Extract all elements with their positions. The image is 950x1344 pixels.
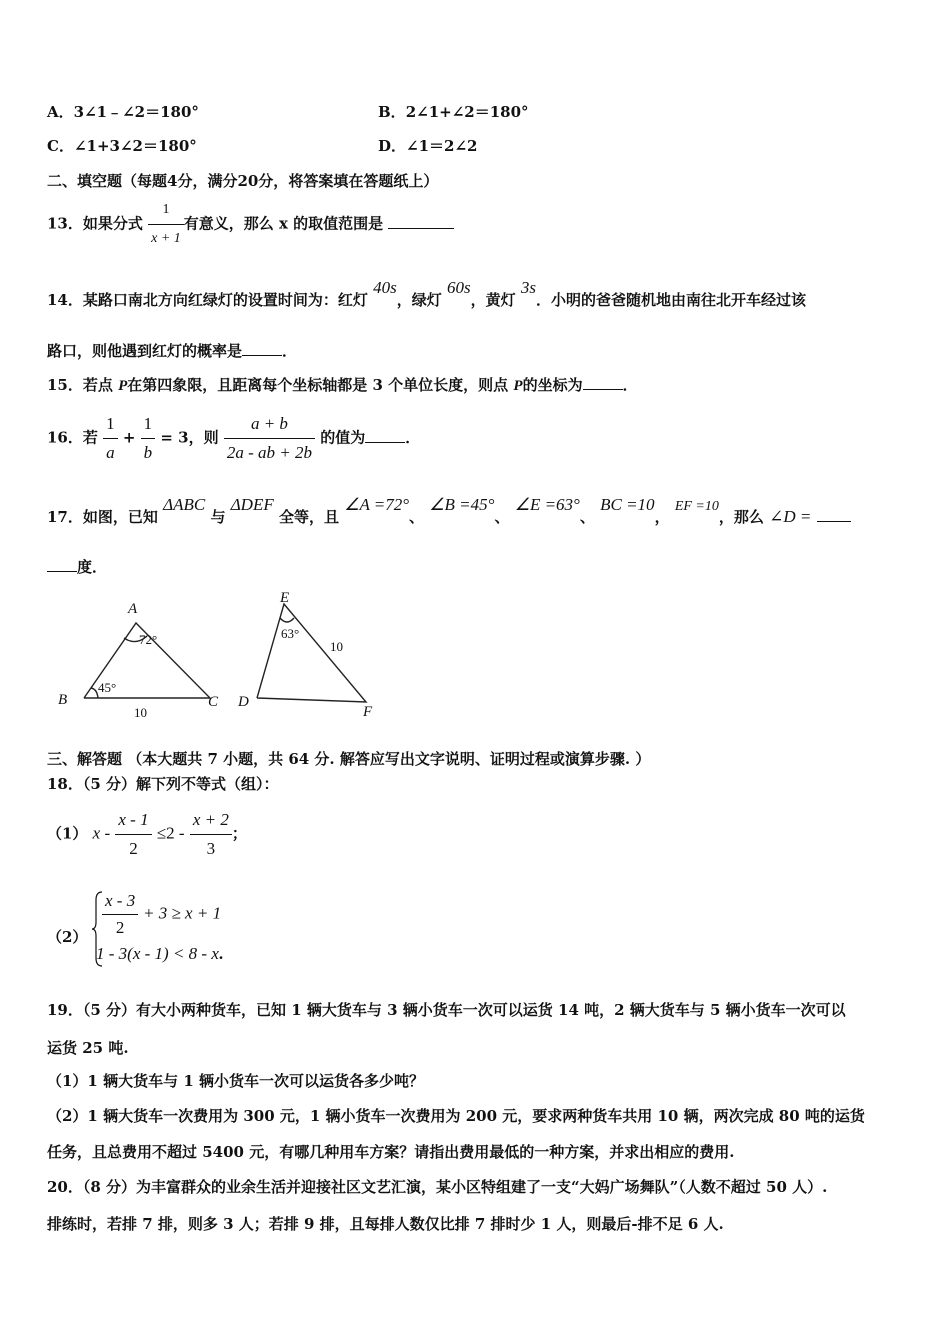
- q18-p1-mid: ≤2 -: [156, 823, 185, 843]
- question-17-line2: [47, 557, 107, 577]
- question-19-line1: 19．（5 分）有大小两种货车，已知 1 辆大货车与 3 辆小货车一次可以运货 14 吨，2 辆大货车与 5 辆小货车一次可以: [47, 1001, 846, 1019]
- vertex-b-label: B: [58, 692, 68, 708]
- q13-frac-den: x + 1: [151, 231, 181, 246]
- q17-bc: BC =10: [600, 495, 655, 514]
- question-20-line2: 排练时，若排 7 排，则多 3 人；若排 9 排，且每排人数仅比排 7 排时少 1 人，则最后-排不足 6 人.: [47, 1215, 724, 1233]
- q17-and: 与: [210, 508, 226, 526]
- q18-p2-line2: [96, 944, 223, 964]
- q16-f1-den: a: [106, 443, 115, 462]
- q13-num: 13．如果分式: [47, 214, 143, 233]
- q14-green-time: 60s: [447, 278, 471, 297]
- q17-answer-blank-cont[interactable]: [47, 557, 77, 572]
- q18-p2-fraction: [102, 890, 138, 939]
- side-ef-value: 10: [330, 639, 343, 654]
- q16-text: 的值为: [320, 428, 366, 447]
- q18-p2-f-den: 2: [115, 918, 125, 937]
- q18-p1-fraction-1: [115, 808, 151, 861]
- vertex-e-label: E: [280, 590, 290, 606]
- q18-p1-f2-num: x + 2: [190, 808, 232, 835]
- q14-red-time: 40s: [373, 278, 397, 297]
- option-b-label: B．: [378, 103, 406, 121]
- q17-comma: ，: [654, 508, 670, 526]
- question-14: [47, 278, 807, 310]
- angle-e-arc: [280, 618, 294, 622]
- question-17: [47, 495, 851, 529]
- q16-f1-num: 1: [103, 412, 118, 439]
- q17-congruent: 全等，且: [278, 508, 339, 526]
- q17-triangle-abc: ΔABC: [163, 495, 206, 514]
- q17-sep-3: 、: [579, 508, 595, 526]
- q14-prefix: 14．某路口南北方向红绿灯的设置时间为：红灯: [47, 291, 368, 309]
- option-d-text: ∠1＝2∠2: [406, 137, 478, 155]
- q18-p2-line1-rest: + 3 ≥ x + 1: [143, 903, 222, 923]
- option-a-text: 3∠1﹣∠2＝180°: [73, 103, 199, 121]
- option-b-text: 2∠1+∠2＝180°: [405, 103, 529, 121]
- q14-answer-blank[interactable]: [242, 341, 282, 356]
- vertex-d-label: D: [238, 694, 249, 710]
- q16-f3-num: a + b: [224, 412, 315, 439]
- q13-fraction: [148, 198, 184, 251]
- q18-p1-f2-den: 3: [206, 839, 216, 858]
- question-13: [47, 198, 454, 251]
- q16-num: 16．若: [47, 428, 98, 447]
- q17-triangle-def: ΔDEF: [230, 495, 274, 514]
- q15-end: ．: [622, 376, 638, 394]
- q14-yellow-time: 3s: [520, 278, 536, 297]
- q18-p1-end: ；: [231, 824, 247, 843]
- q14-sep1: ，绿灯: [396, 291, 442, 309]
- question-19-sub2-line2: 任务，且总费用不超过 5400 元，有哪几种用车方案？请指出费用最低的一种方案，并求出相应的费用.: [47, 1143, 735, 1161]
- question-19-sub2-line1: （2）1 辆大货车一次费用为 300 元，1 辆小货车一次费用为 200 元，要求两种货车共用 10 辆，两次完成 80 吨的运货: [47, 1107, 865, 1125]
- q13-frac-num: 1: [148, 198, 184, 225]
- q14-end: ．: [282, 342, 298, 360]
- q16-plus: +: [122, 428, 136, 447]
- q17-num: 17．如图，已知: [47, 508, 158, 526]
- q16-f3-den: 2a - ab + 2b: [226, 443, 312, 462]
- q18-p1-f1-num: x - 1: [115, 808, 151, 835]
- q18-part-1: [47, 808, 247, 861]
- q14-sep2: ，黄灯: [470, 291, 516, 309]
- q16-fraction-3: [224, 412, 315, 465]
- q17-angle-a: ∠A =72°: [344, 495, 410, 514]
- question-19-line2: 运货 25 吨.: [47, 1039, 129, 1057]
- option-a-label: A．: [47, 103, 74, 121]
- q16-fraction-2: [141, 412, 156, 465]
- option-d-label: D．: [378, 137, 407, 155]
- q17-then: ，那么: [718, 508, 764, 526]
- q18-p2-label: （2）: [47, 928, 88, 946]
- option-d: [378, 136, 477, 156]
- q15-text2: 在第四象限，且距离每个坐标轴都是 3 个单位长度，则点: [127, 376, 509, 394]
- question-18-title: 18．（5 分）解下列不等式（组）：: [47, 775, 279, 793]
- q14-line2-text: 路口，则他遇到红灯的概率是: [47, 342, 243, 360]
- q16-end: ．: [405, 428, 421, 447]
- angle-b-value: 45°: [98, 680, 117, 695]
- q18-p1-f1-den: 2: [129, 839, 138, 858]
- q15-text1: 15．若点: [47, 376, 113, 394]
- q18-p1-fraction-2: [190, 808, 232, 861]
- option-c-text: ∠1+3∠2＝180°: [73, 137, 197, 155]
- q18-p1-x: x -: [92, 823, 111, 843]
- q18-p2-end: .: [218, 944, 224, 963]
- vertex-f-label: F: [363, 704, 373, 720]
- option-b: [378, 102, 529, 122]
- section-3-title: 三、解答题 （本大题共 7 小题，共 64 分. 解答应写出文字说明、证明过程或演算步骤. ）: [47, 750, 651, 768]
- question-20-line1: 20．（8 分）为丰富群众的业余生活并迎接社区文艺汇演，某小区特组建了一支“大妈广场舞队”（人数不超过 50 人）.: [47, 1178, 828, 1196]
- q18-p1-label: （1）: [47, 824, 88, 843]
- q17-angle-b: ∠B =45°: [429, 495, 495, 514]
- q16-answer-blank[interactable]: [365, 428, 405, 443]
- q17-angle-d: ∠D =: [769, 507, 812, 526]
- side-bc-value: 10: [134, 705, 147, 720]
- q13-text: 有意义，那么 x 的取值范围是: [183, 214, 384, 233]
- q18-p2-line2-text: 1 - 3(x - 1) < 8 - x: [96, 944, 219, 963]
- option-c-label: C．: [47, 137, 74, 155]
- q15-point-p-2: P: [513, 378, 523, 394]
- q15-point-p: P: [118, 378, 128, 394]
- question-16: [47, 412, 420, 465]
- option-a: [47, 102, 199, 122]
- q17-line2-text: 度．: [77, 558, 108, 576]
- question-14-line2: [47, 341, 297, 361]
- question-19-sub1: （1）1 辆大货车与 1 辆小货车一次可以运货各多少吨？: [47, 1072, 424, 1090]
- angle-e-value: 63°: [281, 626, 300, 641]
- q16-f2-den: b: [143, 443, 153, 462]
- q17-ef: EF =10: [674, 499, 719, 514]
- q17-answer-blank[interactable]: [817, 507, 851, 522]
- q16-eq: = 3，则: [160, 428, 219, 447]
- question-15: [47, 375, 638, 396]
- option-c: [47, 136, 197, 156]
- q15-answer-blank[interactable]: [583, 375, 623, 390]
- vertex-c-label: C: [208, 694, 219, 710]
- triangles-figure: [50, 588, 390, 723]
- q13-answer-blank[interactable]: [388, 214, 454, 229]
- q17-sep-2: 、: [494, 508, 510, 526]
- q16-fraction-1: [103, 412, 118, 465]
- q18-p2-f-num: x - 3: [102, 890, 138, 915]
- vertex-a-label: A: [128, 601, 138, 617]
- angle-a-value: 72°: [139, 632, 158, 647]
- q16-f2-num: 1: [141, 412, 156, 439]
- section-2-title: 二、填空题（每题4分，满分20分，将答案填在答题纸上）: [47, 172, 439, 190]
- q17-angle-e: ∠E =63°: [514, 495, 580, 514]
- q18-p2-line1: [102, 890, 221, 939]
- angle-b-arc: [91, 688, 98, 698]
- triangle-def: [257, 604, 366, 702]
- q17-sep-1: 、: [409, 508, 425, 526]
- q14-suffix: ．小明的爸爸随机地由南往北开车经过该: [536, 291, 807, 309]
- q15-text3: 的坐标为: [522, 376, 583, 394]
